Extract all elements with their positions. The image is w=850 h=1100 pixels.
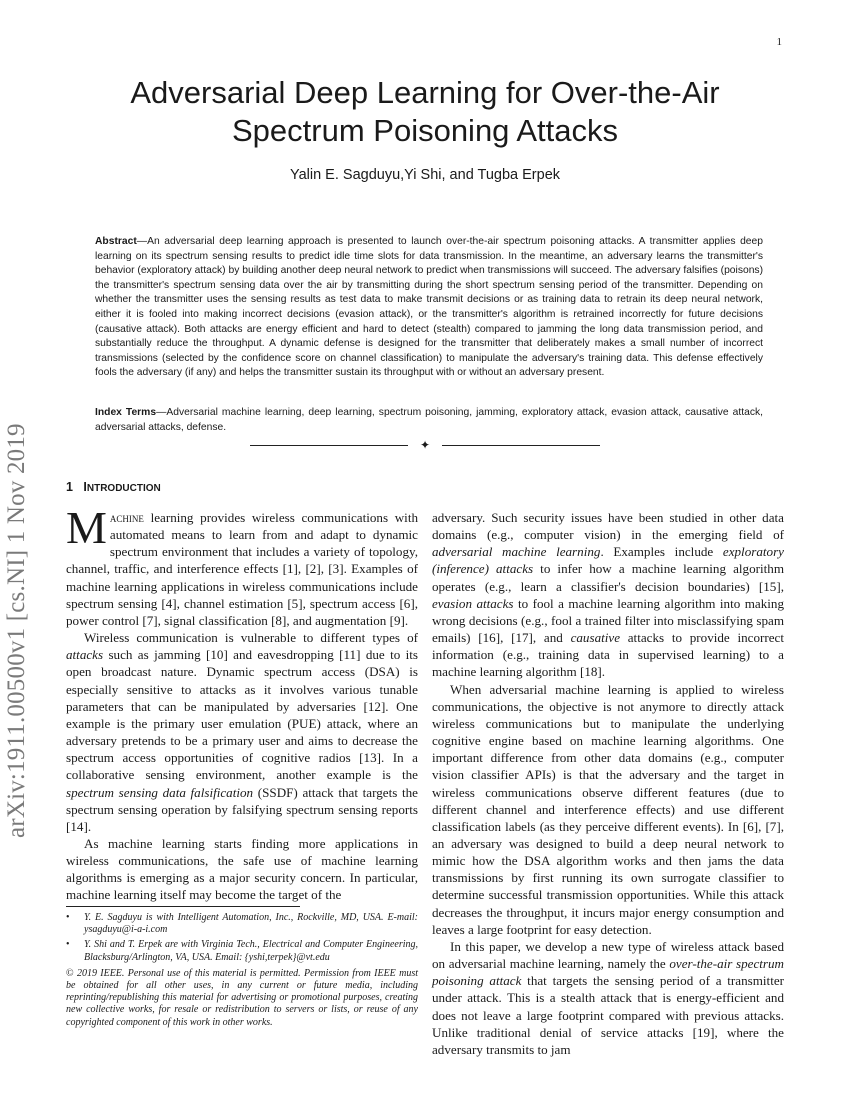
index-terms [95, 406, 763, 435]
paragraph-text: to infer how a machine learning algorithm operates (e.g., learn a classifier's decision boundaries) [15], [432, 561, 784, 594]
paragraph-text: attacks to provide incorrect information (e.g., training data in supervised learning) to a machine learning algorithm [18]. [432, 630, 785, 680]
section-title-initial: I [83, 480, 87, 494]
copyright-text: 2019 IEEE. Personal use of this material is permitted. Permission from IEEE must be obtained for all other uses, in any current or future media, including reprinting/republishing this material for advertising or promotional purposes, creating new collective works, for resale or redistribution to servers or lists, or reuse of any copyrighted component of this work in other works. [66, 967, 419, 1028]
paragraph: As machine learning starts finding more applications in wireless communications, the safe use of machine learning algorithms is emerging as a major security concern. In particular, machine learning itself may become the target of the [66, 835, 418, 903]
left-column [66, 502, 418, 904]
paragraph-text: (SSDF) attack that targets the spectrum sensing operation by falsifying spectrum sensing reports [14]. [66, 784, 418, 834]
arxiv-stamp[interactable]: arXiv:1911.00500v1 [cs.NI] 1 Nov 2019 [3, 423, 30, 838]
emphasis: over-the-air spectrum poisoning attack [432, 956, 784, 989]
authors: Yalin E. Sagduyu,Yi Shi, and Tugba Erpek [289, 167, 561, 183]
footnote-text: Y. E. Sagduyu is with Intelligent Automation, Inc., Rockville, MD, USA. E-mail: ysagduyu@i-a-i.com [84, 912, 418, 936]
footnotes [66, 912, 418, 1029]
paragraph [66, 502, 418, 629]
paragraph-text: Wireless communication is vulnerable to different types of [84, 630, 418, 646]
emphasis: attacks [66, 647, 104, 663]
footnote [66, 912, 418, 936]
page-number: 1 [776, 36, 782, 48]
footnote-rule [66, 906, 300, 907]
paragraph-text: In this paper, we develop a new type of wireless attack based on adversarial machine learning, namely the [432, 938, 784, 972]
bullet-icon: • [66, 912, 70, 923]
paragraph-text: that targets the sensing period of a transmitter under attack. This is a stealth attack that is energy-efficient and does not leave a large footprint compared with previous attacks. Unlike traditional denial of service attacks [19], where the adversary transmits to jam [432, 973, 785, 1057]
paragraph-text: such as jamming [10] and eavesdropping [11] due to its open broadcast nature. Dynamic spectrum access (DSA) is especially sensitive to attacks as it involves various tunable parameters that can be manipulated by adversaries [12]. One example is the primary user emulation (PUE) attack, where an adversary pretends to be a primary user and aims to decrease the spectrum access opportunities of cognitive radios [13]. In a collaborative sensing environment, another example is the [66, 647, 418, 783]
right-column [432, 509, 784, 1058]
abstract-label: Abstract [95, 236, 137, 247]
paragraph [66, 629, 418, 835]
section-separator [250, 438, 600, 452]
section-heading [66, 480, 161, 494]
emphasis: adversarial machine learning [432, 544, 601, 560]
section-title-rest: NTRODUCTION [86, 483, 161, 494]
paragraph [432, 509, 784, 681]
paper-title [60, 74, 790, 150]
emphasis: evasion attacks [432, 595, 514, 611]
separator-diamond-icon: ✦ [420, 438, 431, 452]
lead-word: achine [109, 510, 144, 525]
paragraph-text: adversary. Such security issues have been studied in other data domains (e.g., computer vision) in the emerging field of [432, 510, 784, 543]
footnote-text: Y. Shi and T. Erpek are with Virginia Tech., Electrical and Computer Engineering, Blacksburg/Arlington, VA, USA. Email: {yshi,terpek}@vt.edu [84, 939, 418, 963]
paragraph-text: to fool a machine learning algorithm into making wrong decisions (e.g., fool a trained filter into misclassifying spam emails) [16], [17], and [432, 595, 784, 646]
index-terms-label: Index Terms [95, 407, 157, 418]
paragraph-text: learning provides wireless communications with automated means to learn from and adapt to dynamic spectrum environment that includes a variety of topology, channel, traffic, and interference effects [1], [2], [3]. Examples of machine learning applications in wireless communications include spectrum sensing [4], channel estimation [5], spectrum access [6], power control [7], signal classification [8], and augmentation [9]. [66, 510, 418, 628]
separator-line-left [250, 445, 408, 446]
copyright-icon: © [66, 967, 74, 979]
separator-line-right [442, 445, 600, 446]
copyright-notice [66, 968, 418, 1029]
abstract-text: —An adversarial deep learning approach is presented to launch over-the-air spectrum poisoning attacks. A transmitter applies deep learning on its spectrum sensing results to predict idle time slots for data transmission. In the meantime, an adversary learns the transmitter's behavior (exploratory attack) by building another deep neural network to predict when transmissions will succeed. The adversary falsifies (poisons) the transmitter's spectrum sensing data over the air by transmitting during the short spectrum sensing period of the transmitter. Depending on whether the transmitter uses the sensing results as test data to make transmit decisions or as training data to retrain its deep neural network, either it is fooled into making incorrect decisions (evasion attack), or the transmitter's algorithm is retrained incorrectly for future decisions (causative attack). Both attacks are energy efficient and hard to detect (stealth) compared to jamming the long data transmission period, and substantially reduce the throughput. A dynamic defense is designed for the transmitter that deliberately makes a small number of incorrect transmissions (selected by the confidence score on channel classification) to manipulate the adversary's training data. This defense effectively fools the adversary (if any) and helps the transmitter sustain its throughput with or without an adversary present. [95, 236, 763, 379]
footnote [66, 939, 418, 963]
emphasis: exploratory (inference) attacks [432, 544, 784, 577]
index-terms-text: —Adversarial machine learning, deep learning, spectrum poisoning, jamming, exploratory attack, evasion attack, causative attack, adversarial attacks, defense. [95, 407, 763, 433]
emphasis: causative [570, 630, 621, 646]
title-line-2: Spectrum Poisoning Attacks [232, 113, 618, 148]
paragraph: When adversarial machine learning is applied to wireless communications, the objective is not anymore to directly attack wireless communications but to manipulate the underlying cognitive engine based on machine learning algorithms. One important difference from other data domains (e.g., computer vision classifier APIs) is that the adversary and the target in wireless communications observe different features (due to different channel and interference effects) and use different classification labels (as they perceive different events). In [6], [7], an adversary was designed to build a deep neural network to mimic how the DSA algorithm works and then jams the data transmissions by first running its own surrogate classifier to determine successful transmission opportunities. While this attack decreases the throughput, it incurs major energy consumption and leaves a large footprint for easy detection. [432, 681, 784, 937]
title-line-1: Adversarial Deep Learning for Over-the-Air [130, 75, 720, 110]
paragraph [432, 938, 784, 1058]
paragraph-text: . Examples include [600, 544, 723, 560]
drop-cap: M [66, 502, 107, 553]
bullet-icon: • [66, 939, 70, 951]
section-number: 1 [66, 480, 73, 494]
emphasis: spectrum sensing data falsification [66, 784, 254, 800]
abstract [95, 235, 763, 381]
